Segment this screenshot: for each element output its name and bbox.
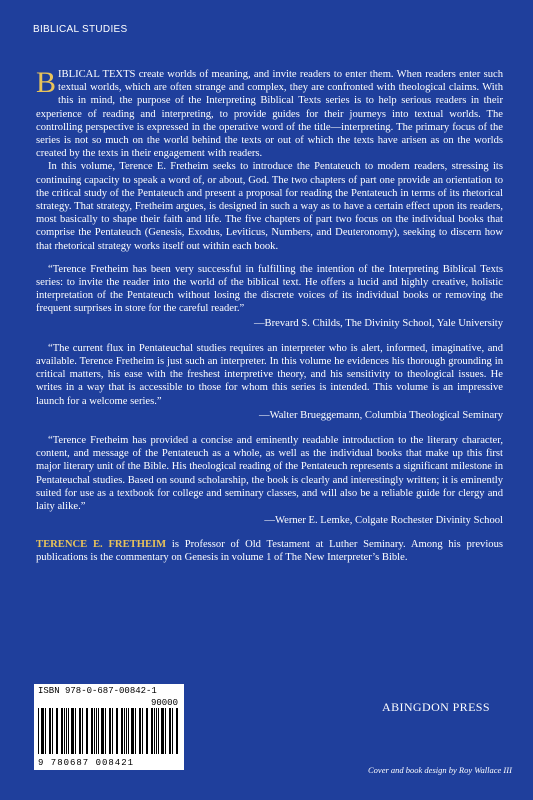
barcode-bar [105,708,106,754]
volume-description: In this volume, Terence E. Fretheim seeks to introduce the Pentateuch to modern readers, stressing its continuing capacity to speak a word of, or about, God. The two chapters of part one provide an orientation to the critical study of the Pentateuch and present a proposal for reading the Pentateuch in terms of its rhetorical strategy. That strategy, Fretheim argues, is designed in such a way as to have a certain effect upon its readers, most basically to shape their faith and life. The five chapters of part two focus on the individual books that comprise the Pentateuch (Genesis, Exodus, Leviticus, Numbers, and Deuteronomy), seeking to discern how that rhetorical strategy works itself out within each book. [36,161,503,252]
barcode-bar [131,708,134,754]
publisher-name: ABINGDON PRESS [382,700,490,714]
author-name: TERENCE E. FRETHEIM [36,538,167,550]
barcode-bar [142,708,143,754]
endorsement-quote-2: “The current flux in Pentateuchal studies requires an interpreter who is alert, informed, imaginative, and available. Terence Fretheim is just such an interpreter. In this volume he evidences his thorough grounding in critical matters, his ease with the freshest interpretive theory, and his sensitivity to theological issues. He writes in a way that is accessible to those for whom this series is intended. This volume is an impressive launch for a welcome series.” [36,342,503,407]
barcode-bar [165,708,166,754]
barcode-bar [126,708,127,754]
barcode-bar [38,708,39,754]
barcode [34,684,184,770]
barcode-bar [109,708,111,754]
barcode-bar [112,708,113,754]
barcode-bar [116,708,118,754]
barcode-bar [86,708,88,754]
endorsement-quote-3: “Terence Fretheim has provided a concise and eminently readable introduction to the literary character, content, and message of the Pentateuch as a whole, as well as the individual books that make up this first major literary unit of the Bible. His theological reading of the Pentateuch represents a significant milestone in Pentateuchal studies. Based on sound scholarship, the book is clearly and interestingly written; it is eminently suited for use as a textbook for college and seminary classes, and will also be a reliable guide for clergy and laity alike.” [36,435,503,513]
endorsement-attribution-3: —Werner E. Lemke, Colgate Rochester Divinity School [264,515,503,527]
barcode-bar [91,708,93,754]
ean-number: 9 780687 008421 [38,758,135,768]
barcode-bar [75,708,76,754]
barcode-bar [49,708,51,754]
barcode-bar [151,708,153,754]
intro-body: create worlds of meaning, and invite readers to enter them. When readers enter such textual worlds, which are often strange and complex, they are confronted with theological claims. With this in mind, the purpose of the Interpreting Biblical Texts series is to help serious readers in their experience of reading and interpreting, to provide guides for their journeys into textual worlds. The controlling perspective is expressed in the operative word of the title—interpreting. The primary focus of the series is not so much on the world behind the texts or out of which the texts have arisen as on the worlds created by the texts in their engagement with readers. [36,69,503,160]
barcode-bar [121,708,123,754]
barcode-bar [172,708,173,754]
price-code: 90000 [150,698,178,708]
barcode-bar [154,708,155,754]
barcode-bar [94,708,95,754]
barcode-bar [45,708,46,754]
barcode-bar [156,708,157,754]
barcode-bar [96,708,97,754]
barcode-bar [79,708,81,754]
author-bio [36,538,503,564]
barcode-bar [61,708,63,754]
barcode-bar [52,708,53,754]
intro-paragraph [36,68,503,160]
barcode-bar [71,708,74,754]
barcode-bar [98,708,99,754]
barcode-bar [139,708,141,754]
barcode-bar [56,708,58,754]
drop-cap: B [36,66,57,99]
barcode-bar [41,708,44,754]
back-cover-text [36,68,503,564]
endorsement-attribution-1: —Brevard S. Childs, The Divinity School, Yale University [253,317,503,329]
barcode-bars [38,708,180,754]
barcode-bar [146,708,148,754]
barcode-bar [128,708,129,754]
endorsement-attribution-2: —Walter Brueggemann, Columbia Theological Seminary [258,409,503,421]
isbn-label: ISBN 978-0-687-00842-1 [38,686,157,696]
barcode-bar [82,708,83,754]
intro-lead: IBLICAL TEXTS [58,69,136,80]
endorsement-quote-1: “Terence Fretheim has been very successful in fulfilling the intention of the Interpreting Biblical Texts series: to invite the reader into the world of the biblical text. He offers a lucid and highly creative, holistic interpretation of the Pentateuch without losing the discrete voices of its individual books or removing the frequent surprises in store for the careful reader.” [36,263,503,315]
barcode-bar [124,708,125,754]
barcode-bar [68,708,69,754]
barcode-bar [64,708,65,754]
barcode-bar [161,708,164,754]
author-bio-text: is Professor of Old Testament at Luther Seminary. Among his previous publications is the commentary on Genesis in volume 1 of The New Interpreter’s Bible. [36,538,503,563]
barcode-bar [176,708,178,754]
barcode-bar [169,708,171,754]
design-credit: Cover and book design by Roy Wallace III [368,765,512,775]
barcode-bar [66,708,67,754]
barcode-bar [101,708,104,754]
barcode-bar [158,708,159,754]
series-tag: BIBLICAL STUDIES [33,24,128,35]
barcode-bar [135,708,136,754]
